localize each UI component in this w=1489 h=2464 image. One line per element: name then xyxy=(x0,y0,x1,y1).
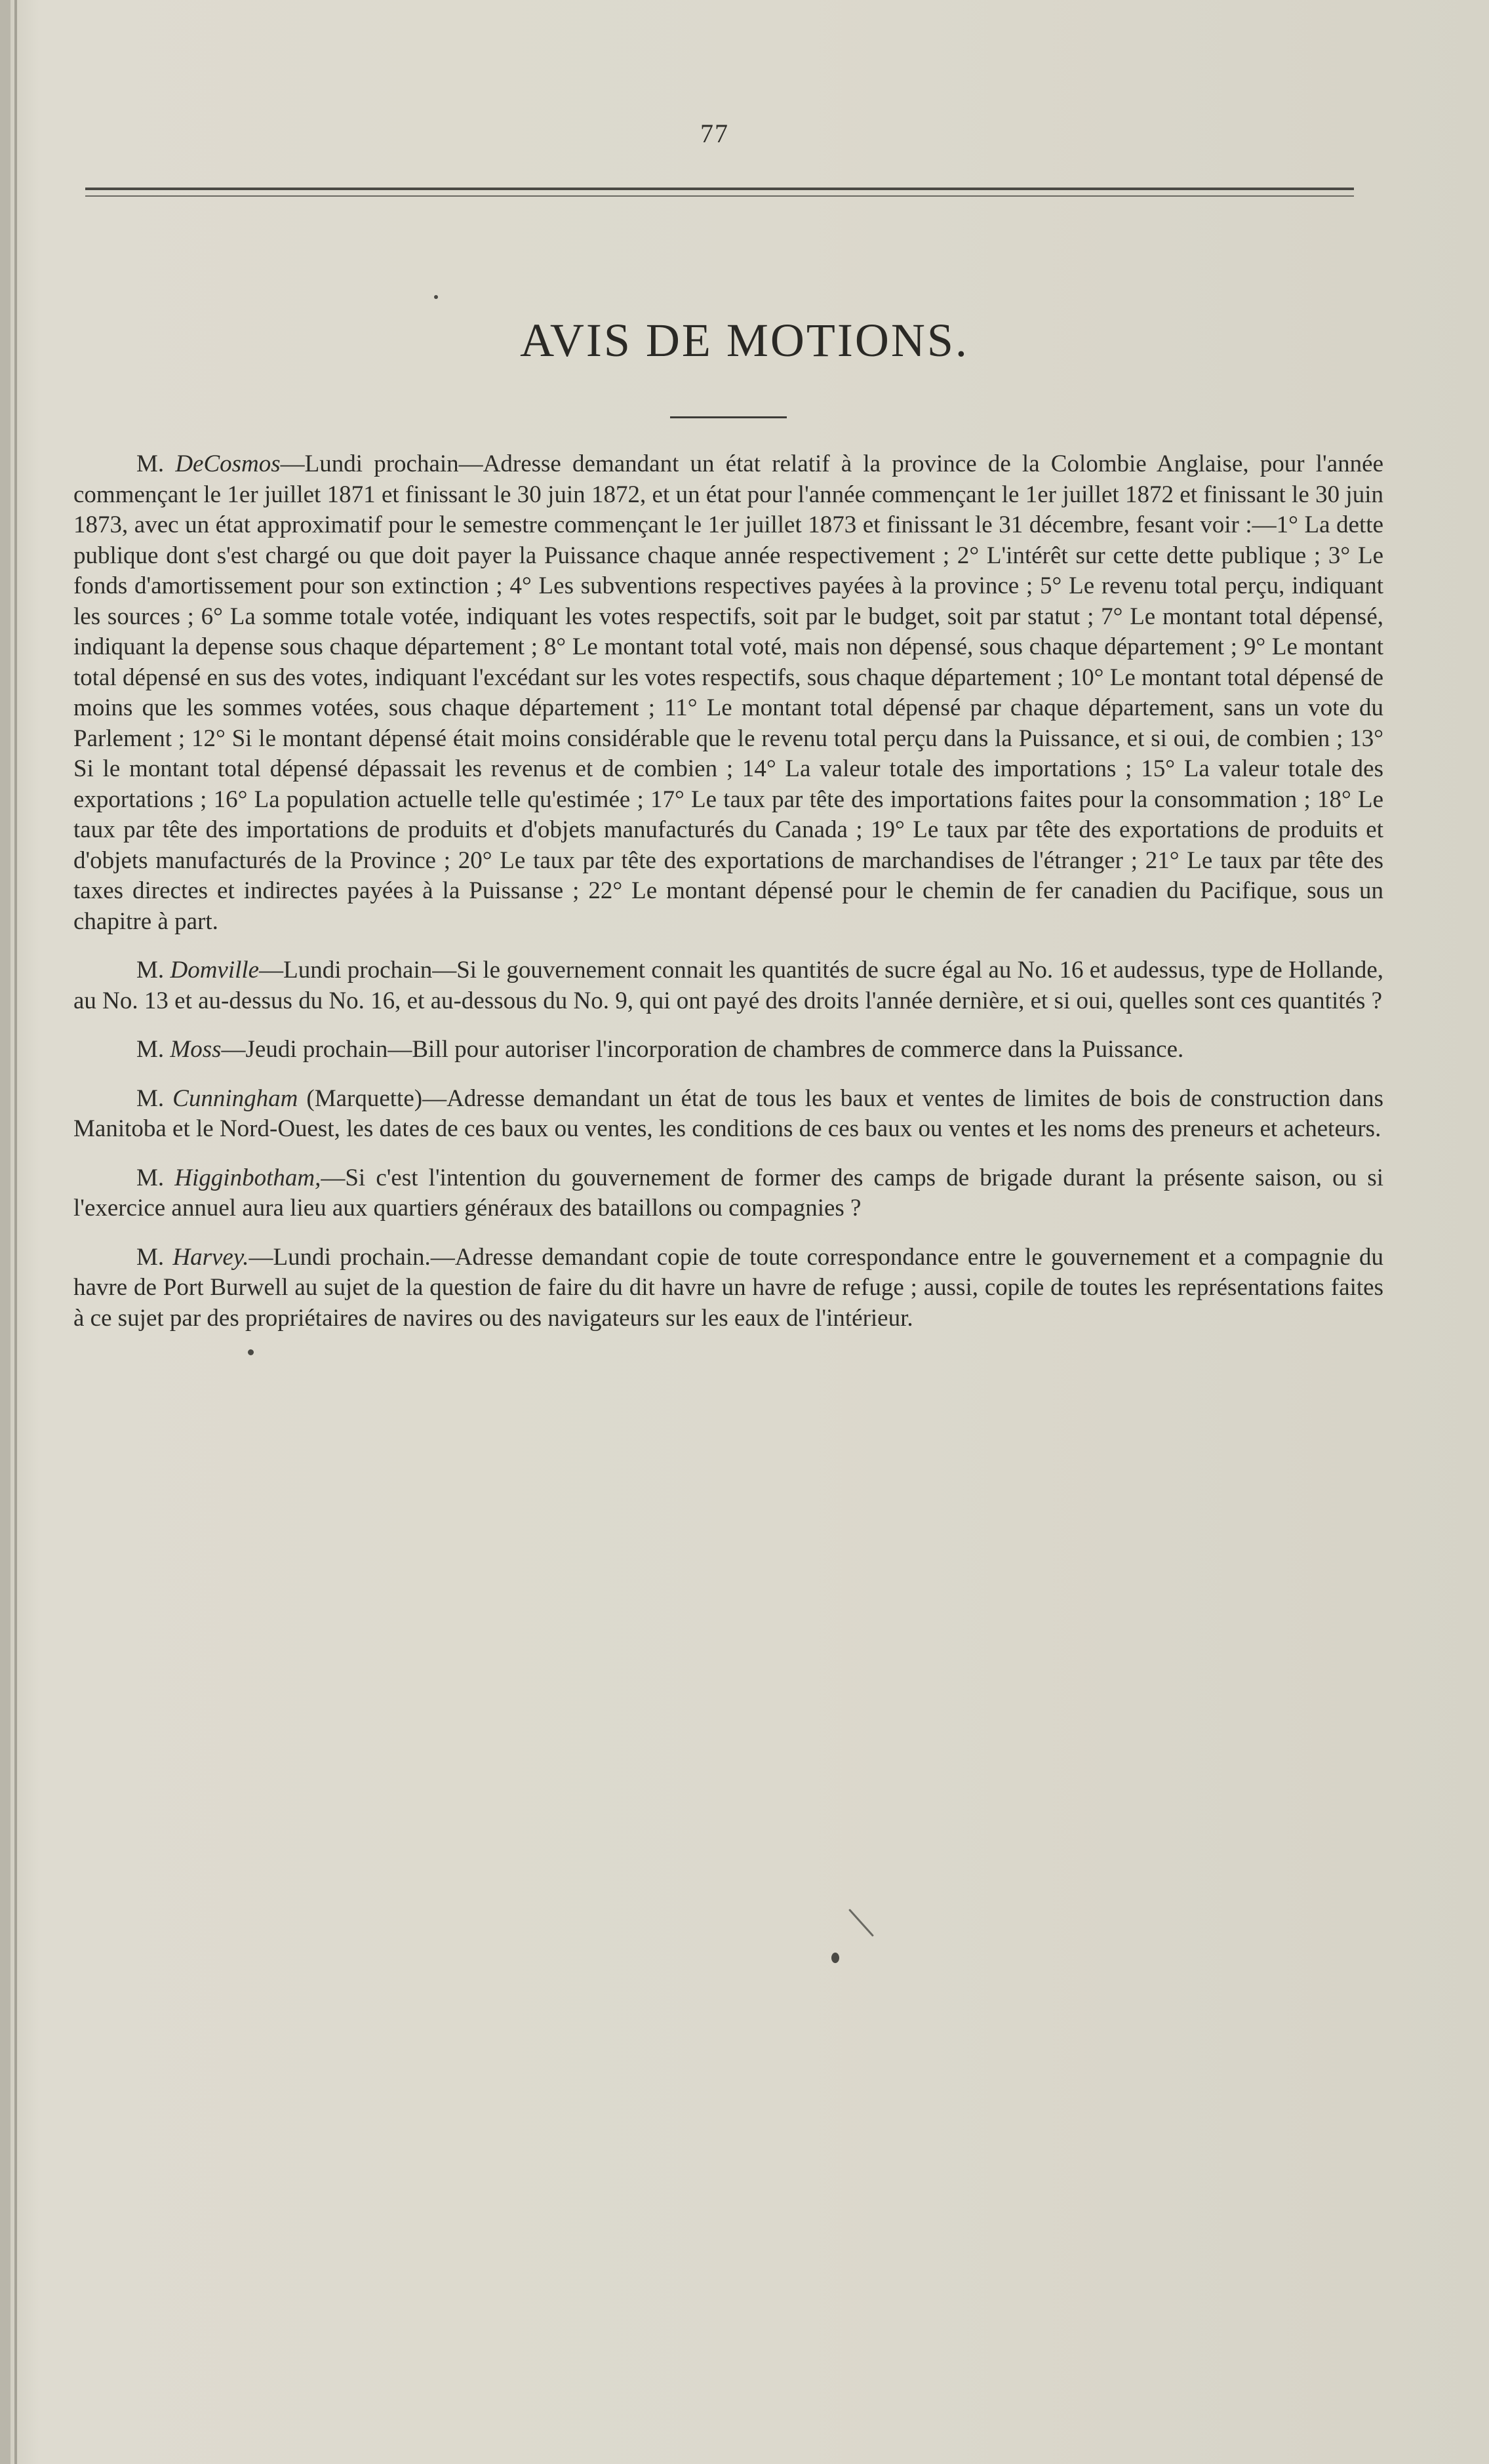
motion-prefix: M. xyxy=(136,1036,170,1063)
motion-text: —Jeudi prochain—Bill pour autoriser l'incorporation de chambres de commerce dans la Puissance. xyxy=(221,1036,1184,1063)
motion-prefix: M. xyxy=(136,1084,173,1112)
motion-text: —Si c'est l'intention du gouvernement de former des camps de brigade durant la présente saison, ou si l'exercice annuel aura lieu aux quartiers généraux des bataillons ou compagnies ? xyxy=(73,1164,1383,1222)
binding-shadow xyxy=(0,0,10,2464)
motion-paragraph xyxy=(73,1163,1383,1224)
motion-speaker: Domville xyxy=(170,957,260,984)
motions-body xyxy=(73,449,1383,1352)
motion-paragraph xyxy=(73,1035,1383,1065)
motion-paragraph xyxy=(73,449,1383,937)
motion-text: —Lundi prochain.—Adresse demandant copie de toute correspondance entre le gouvernement et a compagnie du havre de Port Burwell au sujet de la question de faire du dit havre un havre de refuge ; aussi, copile de toutes les représentations faites à ce sujet par des propriétaires de navires ou des navigateurs sur les eaux de l'intérieur. xyxy=(73,1243,1383,1332)
title-underline xyxy=(670,416,787,418)
motion-prefix: M. xyxy=(136,450,176,477)
ink-speck xyxy=(248,1349,254,1355)
ink-speck xyxy=(831,1953,839,1963)
header-rule xyxy=(85,188,1354,190)
motion-speaker: Harvey. xyxy=(172,1243,249,1271)
motion-speaker: DeCosmos xyxy=(175,450,281,477)
motion-paragraph xyxy=(73,1242,1383,1334)
motion-speaker: Cunningham xyxy=(172,1084,298,1112)
ink-speck xyxy=(434,295,438,299)
binding-edge xyxy=(14,0,17,2464)
motion-text: —Lundi prochain—Adresse demandant un état relatif à la province de la Colombie Anglaise, pour l'année commençant le 1er juillet 1871 et finissant le 30 juin 1872, et un état pour l'année commençant le 1er juillet 1872 et finissant le 30 juin 1873, avec un état approximatif pour le semestre commençant le 1er juillet 1873 et finissant le 31 décembre, fesant voir :—1° La dette publique dont s'est chargé ou que doit payer la Puissance chaque année respectivement ; 2° L'intérêt sur cette dette publique ; 3° Le fonds d'amortissement pour son extinction ; 4° Les subventions respectives payées à la province ; 5° Le revenu total perçu, indiquant les sources ; 6° La somme totale votée, indiquant les votes respectifs, soit par le budget, soit par statut ; 7° Le montant total dépensé, indiquant la depense sous chaque département ; 8° Le montant total voté, mais non dépensé, sous chaque département ; 9° Le montant total dépensé en sus des votes, indiquant l'excédant sur les votes respectifs, sous chaque département ; 10° Le montant total dépensé de moins que les sommes votées, sous chaque département ; 11° Le montant total dépensé par chaque département, sans un vote du Parlement ; 12° Si le montant dépensé était moins considérable que le revenu total perçu dans la Puissance, et si oui, de combien ; 13° Si le montant total dépensé dépassait les revenus et de combien ; 14° La valeur totale des importations ; 15° La valeur totale des exportations ; 16° La population actuelle telle qu'estimée ; 17° Le taux par tête des importations faites pour la consommation ; 18° Le taux par tête des importations de produits et d'objets manufacturés du Canada ; 19° Le taux par tête des exportations de produits et d'objets manufacturés de la Province ; 20° Le taux par tête des exportations de marchandises de l'étranger ; 21° Le taux par tête des taxes directes et indirectes payées à la Puissanse ; 22° Le montant dépensé pour le chemin de fer canadien du Pacifique, sous un chapitre à part. xyxy=(73,450,1383,935)
header-rule-thin xyxy=(85,195,1354,197)
motion-text: —Lundi prochain—Si le gouvernement connait les quantités de sucre égal au No. 16 et audessus, type de Hollande, au No. 13 et au-dessus du No. 16, et au-dessous du No. 9, qui ont payé des droits l'année dernière, et si oui, quelles sont ces quantités ? xyxy=(73,957,1383,1014)
motion-speaker: Moss xyxy=(170,1036,222,1063)
motion-prefix: M. xyxy=(136,957,170,984)
motion-prefix: M. xyxy=(136,1164,175,1191)
motion-text: (Marquette)—Adresse demandant un état de tous les baux et ventes de limites de bois de construction dans Manitoba et le Nord-Ouest, les dates de ces baux ou ventes, les conditions de ces baux ou ventes et les noms des preneurs et acheteurs. xyxy=(73,1084,1383,1142)
motion-speaker: Higginbotham, xyxy=(174,1164,321,1191)
motion-paragraph xyxy=(73,955,1383,1016)
page-title: AVIS DE MOTIONS. xyxy=(520,314,969,367)
ink-speck xyxy=(848,1909,874,1937)
motion-paragraph xyxy=(73,1084,1383,1145)
motion-prefix: M. xyxy=(136,1243,173,1271)
page-number: 77 xyxy=(700,119,729,148)
